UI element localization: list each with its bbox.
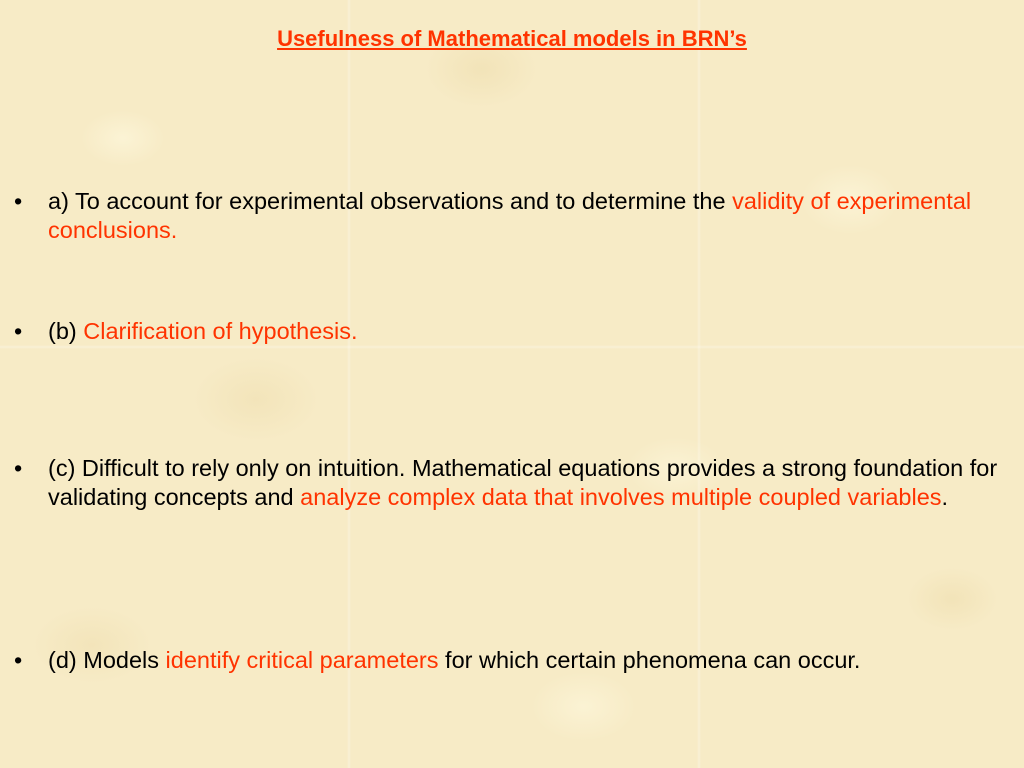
- bullet-item-d: [14, 646, 1004, 675]
- bullet-text-segment: (d) Models: [48, 647, 166, 673]
- bullet-highlight-segment: identify critical parameters: [165, 647, 439, 673]
- bullet-highlight-segment: validity of experimental conclusions.: [48, 188, 972, 243]
- bullet-text: [48, 317, 1004, 346]
- bullet-text-segment: a) To account for experimental observations and to determine the: [48, 188, 733, 214]
- bullet-marker: •: [14, 455, 23, 481]
- bullet-text-segment: (c) Difficult to rely only on intuition. Mathematical equations provides a strong foundation for validating concepts and: [48, 455, 998, 510]
- bullet-text: [48, 454, 1004, 511]
- bullet-highlight-segment: analyze complex data that involves multiple coupled variables: [300, 483, 942, 510]
- bullet-marker: •: [14, 647, 23, 673]
- bullet-text: [48, 646, 1004, 675]
- bullet-item-c: [14, 454, 1004, 511]
- bullet-text-segment: (b): [48, 318, 84, 344]
- bullet-marker: •: [14, 318, 23, 344]
- bullet-item-b: [14, 317, 1004, 346]
- bullet-marker: •: [14, 188, 23, 214]
- slide-title: Usefulness of Mathematical models in BRN’s: [277, 26, 747, 51]
- bullet-text-segment: for which certain phenomena can occur.: [438, 647, 861, 673]
- bullet-highlight-segment: Clarification of hypothesis.: [83, 318, 358, 344]
- bullet-item-a: [14, 187, 1004, 244]
- bullet-text-segment: .: [941, 483, 949, 510]
- bullet-text: [48, 187, 1004, 244]
